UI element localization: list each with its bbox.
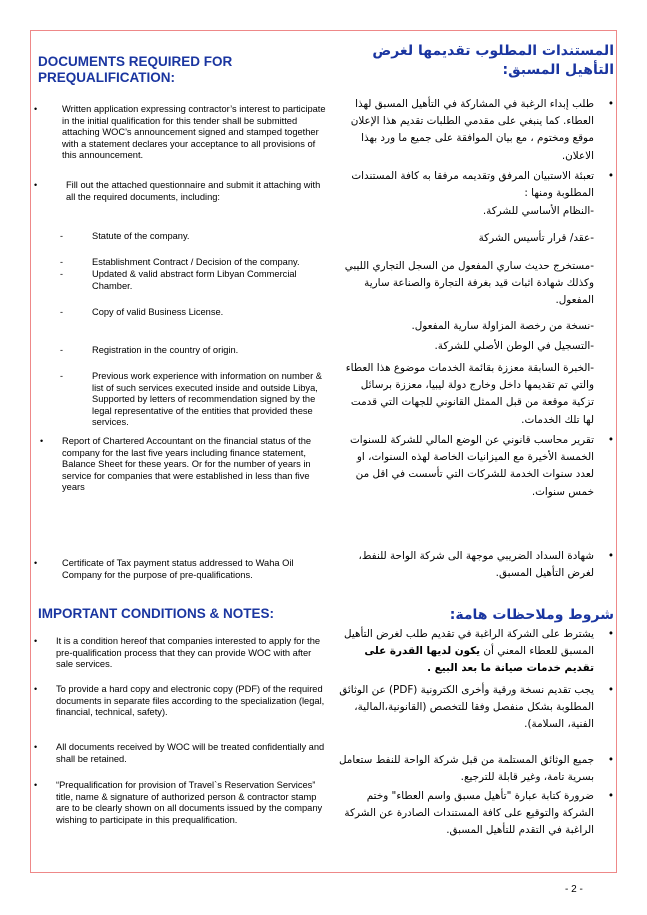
en-heading-conditions: IMPORTANT CONDITIONS & NOTES: bbox=[38, 606, 274, 621]
ar-sub-license: -نسخة من رخصة المزاولة سارية المفعول. bbox=[411, 320, 594, 332]
bullet-icon: • bbox=[34, 558, 38, 568]
bullet-icon: • bbox=[607, 790, 614, 802]
bullet-icon: • bbox=[34, 180, 38, 190]
bullet-icon: • bbox=[607, 550, 614, 562]
en-heading-documents: DOCUMENTS REQUIRED FOR PREQUALIFICATION: bbox=[38, 54, 233, 85]
en-note-confidential: • All documents received by WOC will be treated confidentially and shall be retained. bbox=[34, 742, 325, 764]
ar-item-application: • طلب إبداء الرغبة في المشاركة في التأهيل المسبق لهذا العطاء. كما ينبغي على مقدمي الطلبات تقديم هذا الإعلان موقع ومختوم ، مع بيان الموافقة على جميع ما ورد بهذا الاعلان. bbox=[350, 98, 614, 162]
en-item-tax: • Certificate of Tax payment status addressed to Waha Oil Company for the purpose of pre-qualifications. bbox=[34, 558, 294, 580]
en-sub-abstract: - Updated & valid abstract form Libyan Commercial Chamber. bbox=[60, 269, 297, 291]
bullet-icon: • bbox=[607, 628, 614, 640]
en-note-after-sale: • It is a condition hereof that companies interested to apply for the pre-qualification process that they can provide WOC with after sale services. bbox=[34, 636, 321, 670]
ar-item-tax: • شهادة السداد الضريبي موجهة الى شركة الواحة للنفط، لغرض التأهيل المسبق. bbox=[358, 550, 614, 580]
en-item-questionnaire: • Fill out the attached questionnaire and submit it attaching with all the required documents, including: bbox=[34, 180, 321, 202]
bullet-icon: • bbox=[34, 104, 38, 114]
bullet-icon: • bbox=[607, 684, 614, 696]
bullet-icon: • bbox=[40, 436, 44, 446]
en-item-application: • Written application expressing contractor’s interest to participate in the initial qualification for this tender shall be submitted attaching WOC’s announcement signed and stamped together with a statement declares your acceptance to all provisions of this announcement. bbox=[34, 104, 326, 161]
en-note-title-signature: • “Prequalification for provision of Travel`s Reservation Services” title, name & signature of authorized person & contractor stamp are to be clearly shown on all documents issued by the company wishing to participate in this prequalification. bbox=[34, 780, 323, 825]
en-note-hard-copy: • To provide a hard copy and electronic copy (PDF) of the required documents in separate files according to the specialization (legal, financial, technical, safety). bbox=[34, 684, 325, 718]
bullet-icon: • bbox=[607, 170, 614, 182]
ar-sub-experience: -الخبرة السابقة معززة بقائمة الخدمات موضوع هذا العطاء والتي تم تقديمها داخل وخارج دولة ليبيا، معززة برسائل تزكية موقعة من قبل الممثل القانوني للجهات التي قدمت لها تلك الخدمات. bbox=[345, 362, 594, 426]
ar-heading-conditions: شروط وملاحظات هامة: bbox=[449, 607, 614, 623]
bullet-icon: • bbox=[34, 780, 38, 790]
ar-note-hard-copy: • يجب تقديم نسخة ورقية وأخرى الكترونية (PDF) عن الوثائق المطلوبة بشكل منفصل وفقا للتخصص (القانونية،المالية، الفنية، السلامة). bbox=[339, 684, 614, 731]
ar-item-questionnaire: • تعبئة الاستبيان المرفق وتقديمه مرفقا به كافة المستندات المطلوبة ومنها : bbox=[351, 170, 614, 200]
bullet-icon: • bbox=[34, 742, 38, 752]
bullet-icon: • bbox=[34, 684, 38, 694]
en-sub-experience: - Previous work experience with information on number & list of such services executed inside and outside Libya, Supported by letters of recommendation signed by the legal representative of the entities that provided these services. bbox=[60, 371, 322, 428]
bullet-icon: • bbox=[607, 98, 614, 110]
ar-sub-statute: -النظام الأساسي للشركة. bbox=[482, 205, 594, 217]
ar-sub-registration: -التسجيل في الوطن الأصلي للشركة. bbox=[434, 340, 594, 352]
en-sub-license: - Copy of valid Business License. bbox=[60, 307, 224, 317]
en-sub-establishment: - Establishment Contract / Decision of the company. bbox=[60, 257, 300, 267]
en-item-accountant: • Report of Chartered Accountant on the financial status of the company for the last five years including finance statement, Balance Sheet for these years. Or for the number of years in service for companies that were established in less than five years bbox=[40, 436, 312, 493]
bullet-icon: • bbox=[607, 434, 614, 446]
en-sub-registration: - Registration in the country of origin. bbox=[60, 345, 239, 355]
ar-sub-establishment: -عقد/ قرار تأسيس الشركة bbox=[478, 232, 594, 244]
en-sub-statute: - Statute of the company. bbox=[60, 231, 190, 241]
ar-heading-documents: المستندات المطلوب تقديمها لغرض التأهيل المسبق: bbox=[372, 43, 614, 78]
bullet-icon: • bbox=[607, 754, 614, 766]
ar-sub-commercial: -مستخرج حديث ساري المفعول من السجل التجاري الليبي وكذلك شهادة اثبات قيد بغرفة التجارة والصناعة سارية المفعول. bbox=[344, 260, 594, 307]
ar-item-accountant: • تقرير محاسب قانوني عن الوضع المالي للشركة للسنوات الخمسة الأخيرة مع الميزانيات الخاصة لهذه السنوات، او لعدد سنوات الخدمة للشركات التي تأسست في اقل من خمس سنوات. bbox=[349, 434, 614, 498]
ar-note-title-signature: • ضرورة كتابة عبارة "تأهيل مسبق واسم العطاء" وختم الشركة والتوقيع على كافة المستندات الصادرة عن الشركة الراغبة في التقدم للتأهيل المسبق. bbox=[344, 790, 614, 837]
bullet-icon: • bbox=[34, 636, 38, 646]
ar-note-after-sale: • يشترط على الشركة الراغبة في تقديم طلب لغرض التأهيل المسبق للعطاء المعني أن يكون لديها القدرة على تقديم خدمات صيانة ما بعد البيع . bbox=[343, 628, 614, 675]
page-number: - 2 - bbox=[565, 884, 583, 895]
ar-note-confidential: • جميع الوثائق المستلمة من قبل شركة الواحة للنفط ستعامل بسرية تامة، وغير قابلة للترجيع. bbox=[338, 754, 614, 784]
